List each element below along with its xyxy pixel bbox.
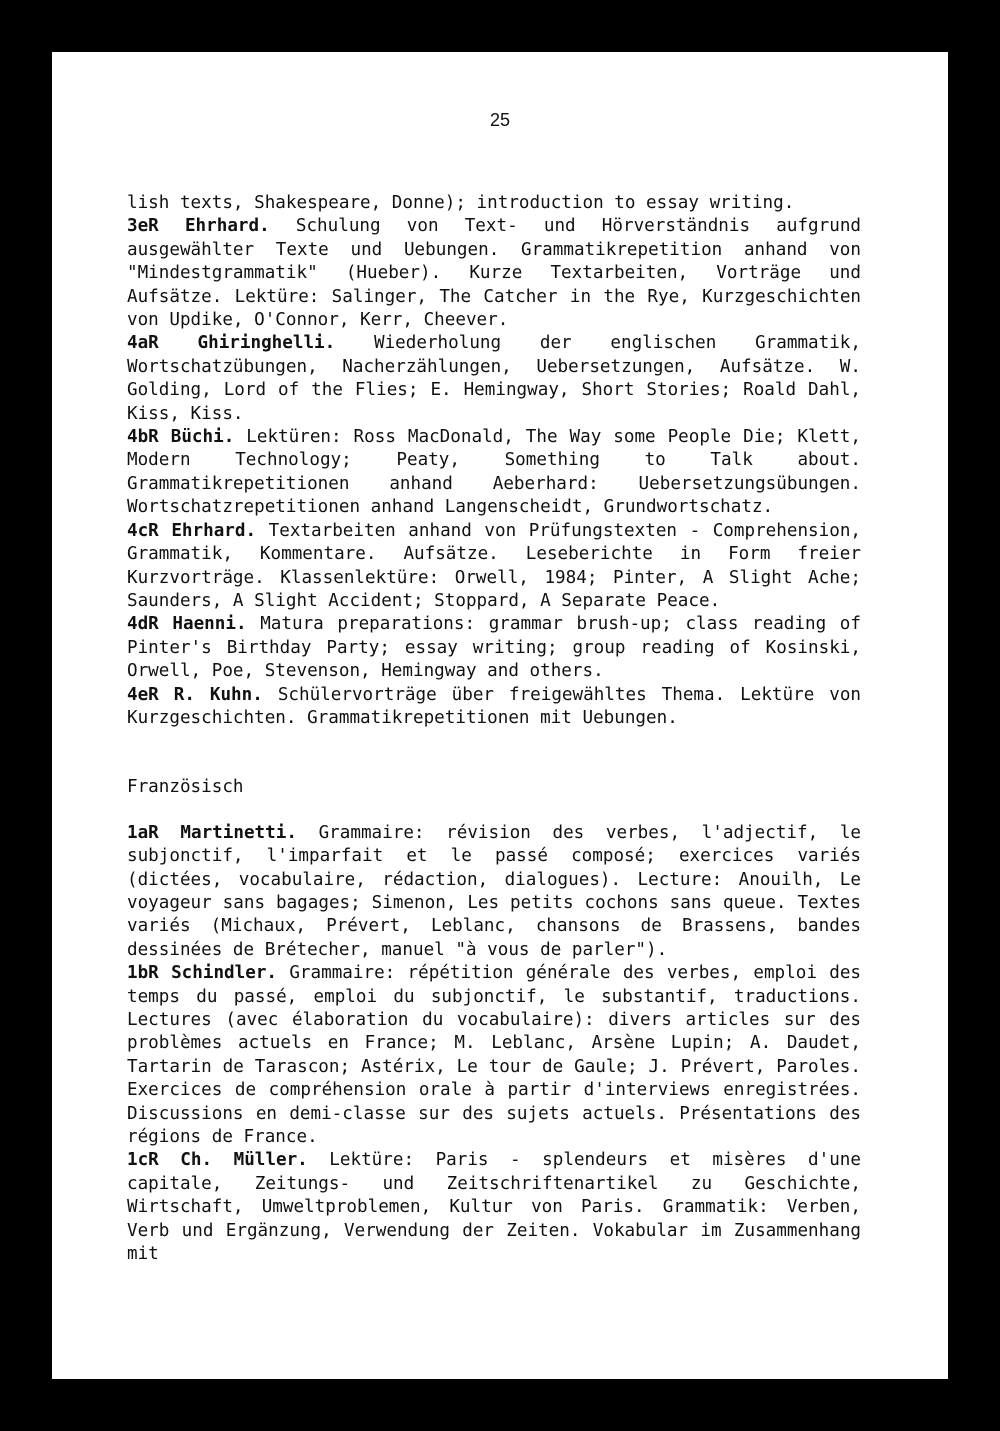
- course-head: 1aR Martinetti.: [127, 822, 297, 843]
- course-description: Schülervorträge über freigewähltes Thema. Lektüre von Kurzgeschichten. Grammatikrepetitionen mit Uebungen.: [127, 684, 862, 728]
- course-entry: [127, 426, 861, 520]
- course-description: Matura preparations: grammar brush-up; class reading of Pinter's Birthday Party; essay writing; group reading of Kosinski, Orwell, Poe, Stevenson, Hemingway and others.: [127, 614, 861, 682]
- document-page: [52, 52, 948, 1379]
- course-entry: [127, 215, 861, 332]
- course-entry: [127, 332, 861, 426]
- course-head: 4bR Büchi.: [127, 427, 235, 448]
- page-number: 25: [489, 110, 511, 130]
- page-body: [127, 192, 861, 1266]
- course-description: Schulung von Text- und Hörverständnis aufgrund ausgewählter Texte und Uebungen. Grammatikrepetition anhand von "Mindestgrammatik" (Hueber). Kurze Textarbeiten, Vorträge und Aufsätze. Lektüre: Salinger, The Catcher in the Rye, Kurzgeschichten von Updike, O'Connor, Kerr, Cheever.: [127, 216, 861, 331]
- section-heading-french: Französisch: [127, 777, 244, 798]
- course-head: 4aR Ghiringhelli.: [127, 333, 336, 354]
- course-description: Grammaire: répétition générale des verbes, emploi des temps du passé, emploi du subjonctif, le substantif, traductions. Lectures (avec élaboration du vocabulaire): divers articles sur des problèmes actuels en France; M. Leblanc, Arsène Lupin; A. Daudet, Tartarin de Tarascon; Astérix, Le tour de Gaule; J. Prévert, Paroles. Exercices de compréhension orale à partir d'interviews enregistrées. Discussions en demi-classe sur des sujets actuels. Présentations des régions de France.: [127, 963, 861, 1148]
- course-description: Lektüre: Paris - splendeurs et misères d'une capitale, Zeitungs- und Zeitschriftenartikel zu Geschichte, Wirtschaft, Umweltproblemen, Kultur von Paris. Grammatik: Verben, Verb und Ergänzung, Verwendung der Zeiten. Vokabular im Zusammenhang mit: [127, 1150, 861, 1265]
- course-entry: [127, 613, 861, 683]
- course-entry: [127, 1149, 861, 1266]
- course-head: 4eR R. Kuhn.: [127, 684, 263, 705]
- course-head: 4cR Ehrhard.: [127, 520, 257, 541]
- english-continuation: lish texts, Shakespeare, Donne); introduction to essay writing.: [127, 193, 795, 213]
- course-entry: [127, 962, 861, 1149]
- course-head: 1cR Ch. Müller.: [127, 1150, 308, 1171]
- course-entry: [127, 822, 861, 962]
- course-description: Lektüren: Ross MacDonald, The Way some People Die; Klett, Modern Technology; Peaty, Something to Talk about. Grammatikrepetitionen anhand Aeberhard: Uebersetzungsübungen. Wortschatzrepetitionen anhand Langenscheidt, Grundwortschatz.: [127, 427, 861, 518]
- course-entry: [127, 520, 861, 614]
- course-description: Textarbeiten anhand von Prüfungstexten - Comprehension, Grammatik, Kommentare. Aufsätze. Leseberichte in Form freier Kurzvorträge. Klassenlektüre: Orwell, 1984; Pinter, A Slight Ache; Saunders, A Slight Accident; Stoppard, A Separate Peace.: [127, 520, 862, 611]
- course-entry: [127, 684, 861, 731]
- course-head: 1bR Schindler.: [127, 963, 278, 984]
- course-head: 4dR Haenni.: [127, 614, 247, 635]
- course-description: Grammaire: révision des verbes, l'adjectif, le subjonctif, l'imparfait et le passé composé; exercices variés (dictées, vocabulaire, rédaction, dialogues). Lecture: Anouilh, Le voyageur sans bagages; Simenon, Les petits cochons sans queue. Textes variés (Michaux, Prévert, Leblanc, chansons de Brassens, bandes dessinées de Brétecher, manuel "à vous de parler").: [127, 822, 862, 960]
- course-head: 3eR Ehrhard.: [127, 216, 270, 237]
- course-description: Wiederholung der englischen Grammatik, Wortschatzübungen, Nacherzählungen, Uebersetzungen, Aufsätze. W. Golding, Lord of the Flies; E. Hemingway, Short Stories; Roald Dahl, Kiss, Kiss.: [127, 333, 861, 424]
